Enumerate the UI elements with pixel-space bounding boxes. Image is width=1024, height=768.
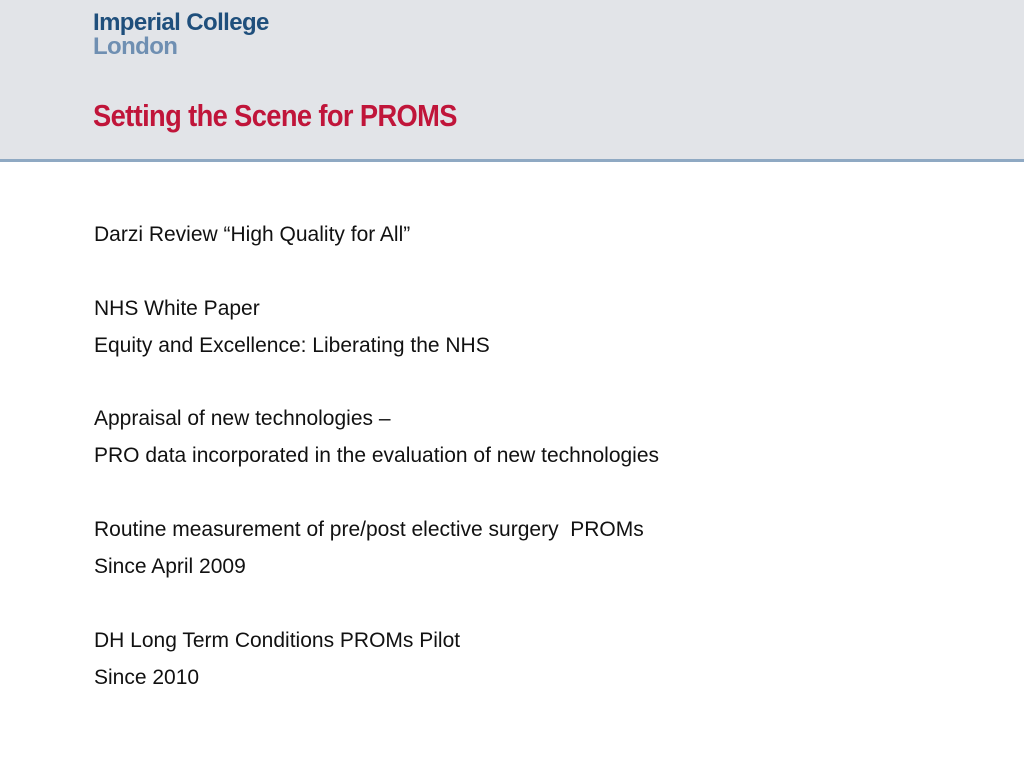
body-line: Appraisal of new technologies – bbox=[94, 407, 391, 431]
body-blank-line bbox=[94, 477, 974, 514]
imperial-college-logo bbox=[93, 11, 269, 61]
body-line: NHS White Paper bbox=[94, 296, 260, 320]
body-blank-line bbox=[94, 367, 974, 404]
body-line: Routine measurement of pre/post elective surgery PROMs bbox=[94, 518, 644, 542]
body-blank-line bbox=[94, 588, 974, 625]
body-line: PRO data incorporated in the evaluation of new technologies bbox=[94, 444, 660, 468]
body-line: Darzi Review “High Quality for All” bbox=[94, 223, 411, 246]
body-line: Since April 2009 bbox=[94, 555, 246, 579]
slide-header bbox=[0, 0, 1024, 162]
logo-line-2: London bbox=[93, 33, 178, 60]
slide-title: Setting the Scene for PROMS bbox=[93, 98, 457, 133]
slide-body bbox=[94, 219, 974, 699]
body-line: Since 2010 bbox=[94, 665, 200, 689]
logo-line-1: Imperial College bbox=[93, 9, 269, 36]
body-line: Equity and Excellence: Liberating the NHS bbox=[94, 333, 490, 357]
body-line: DH Long Term Conditions PROMs Pilot bbox=[94, 628, 461, 652]
body-blank-line bbox=[94, 256, 974, 293]
